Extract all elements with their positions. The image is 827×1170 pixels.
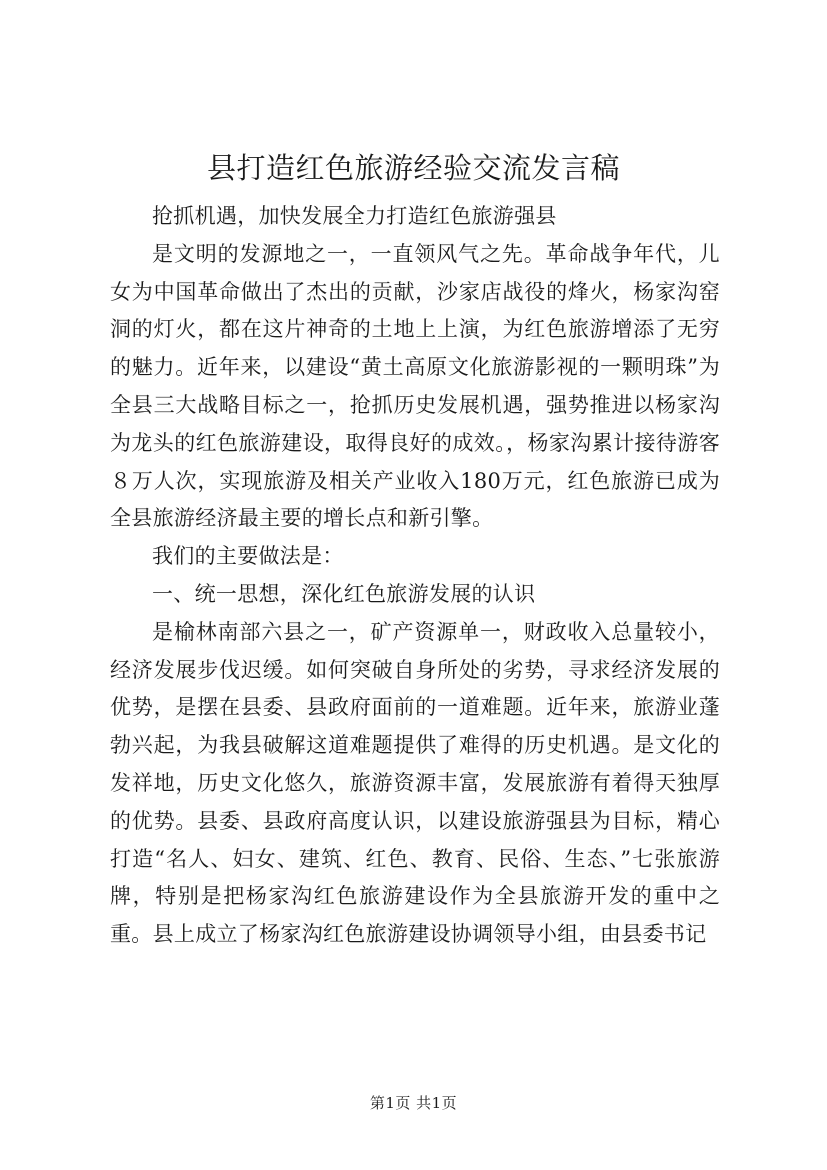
paragraph-section-1: 是榆林南部六县之一，矿产资源单一，财政收入总量较小，经济发展步伐迟缓。如何突破自身所处的劣势，寻求经济发展的优势，是摆在县委、县政府面前的一道难题。近年来，旅游业蓬勃兴起，为我县破解这道难题提供了难得的历史机遇。是文化的发祥地，历史文化悠久，旅游资源丰富，发展旅游有着得天独厚的优势。县委、县政府高度认识，以建设旅游强县为目标，精心打造“名人、妇女、建筑、红色、教育、民俗、生态、”七张旅游牌，特别是把杨家沟红色旅游建设作为全县旅游开发的重中之重。县上成立了杨家沟红色旅游建设协调领导小组，由县委书记	[110, 619, 720, 947]
paragraph-methods-lead: 我们的主要做法是：	[152, 544, 344, 569]
page-footer: 第1页 共1页	[369, 1094, 458, 1112]
document-title: 县打造红色旅游经验交流发言稿	[206, 151, 620, 185]
document-body	[110, 198, 720, 954]
section-heading-1: 一、统一思想，深化红色旅游发展的认识	[152, 581, 536, 606]
paragraph-intro: 是文明的发源地之一，一直领风气之先。革命战争年代，儿女为中国革命做出了杰出的贡献，沙家店战役的烽火，杨家沟窑洞的灯火，都在这片神奇的土地上上演，为红色旅游增添了无穷的魅力。近年来，以建设“黄土高原文化旅游影视的一颗明珠”为全县三大战略目标之一，抢抓历史发展机遇，强势推进以杨家沟为龙头的红色旅游建设，取得良好的成效。，杨家沟累计接待游客８万人次，实现旅游及相关产业收入180万元，红色旅游已成为全县旅游经济最主要的增长点和新引擎。	[110, 241, 720, 531]
paragraph-subtitle: 抢抓机遇，加快发展全力打造红色旅游强县	[152, 204, 557, 228]
